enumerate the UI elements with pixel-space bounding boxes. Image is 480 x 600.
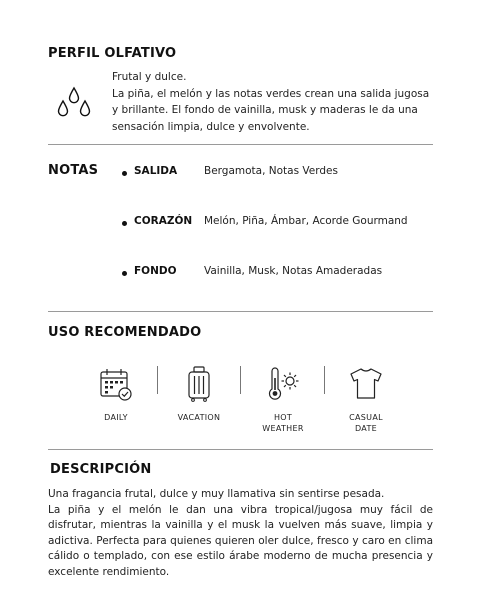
descripcion-lead: Una fragancia frutal, dulce y muy llamativa sin sentirse pesada. (48, 488, 385, 500)
uso-label: DAILY (104, 413, 128, 422)
divider (48, 449, 433, 450)
divider (48, 311, 433, 312)
drops-icon (54, 86, 94, 120)
separator (157, 366, 158, 394)
uso-label: VACATION (177, 413, 221, 422)
uso-item-daily (76, 366, 156, 423)
bullet-icon (122, 271, 127, 276)
descripcion-title: DESCRIPCIÓN (50, 462, 152, 477)
separator (240, 366, 241, 394)
bullet-icon (122, 221, 127, 226)
divider (48, 144, 433, 145)
note-label: SALIDA (134, 165, 178, 177)
separator (324, 366, 325, 394)
uso-label: CASUAL DATE (349, 413, 383, 433)
descripcion-text (48, 487, 433, 580)
note-row-salida (122, 165, 442, 181)
uso-item-vacation (159, 366, 239, 423)
notas-title: NOTAS (48, 163, 99, 178)
uso-item-casual-date (326, 366, 406, 434)
note-row-corazon (122, 215, 442, 231)
perfil-tagline: Frutal y dulce. (112, 71, 187, 83)
note-value: Bergamota, Notas Verdes (204, 165, 338, 177)
perfil-olfativo-title: PERFIL OLFATIVO (48, 46, 177, 61)
thermometer-sun-icon (265, 366, 301, 402)
note-row-fondo (122, 265, 442, 281)
tshirt-icon (348, 366, 384, 402)
uso-item-hot-weather (243, 366, 323, 434)
perfil-olfativo-text (112, 69, 437, 135)
note-label: CORAZÓN (134, 215, 193, 227)
note-value: Vainilla, Musk, Notas Amaderadas (204, 265, 383, 277)
perfil-description: La piña, el melón y las notas verdes crean una salida jugosa y brillante. El fondo de vainilla, musk y maderas le da una sensación limpia, dulce y envolvente. (112, 87, 430, 133)
uso-recomendado-title: USO RECOMENDADO (48, 325, 202, 340)
note-label: FONDO (134, 265, 177, 277)
uso-label: HOT WEATHER (262, 413, 304, 433)
bullet-icon (122, 171, 127, 176)
note-value: Melón, Piña, Ámbar, Acorde Gourmand (204, 215, 408, 227)
suitcase-icon (181, 366, 217, 402)
descripcion-body: La piña y el melón le dan una vibra tropical/jugosa muy fácil de disfrutar, mientras la vainilla y el musk la vuelven más suave, limpia y adictiva. Perfecta para quienes quieren oler dulce, fresco y caro en clima cálido o templado, con ese estilo árabe moderno de mucha presencia y excelente rendimiento. (48, 503, 433, 578)
calendar-check-icon (98, 366, 134, 402)
